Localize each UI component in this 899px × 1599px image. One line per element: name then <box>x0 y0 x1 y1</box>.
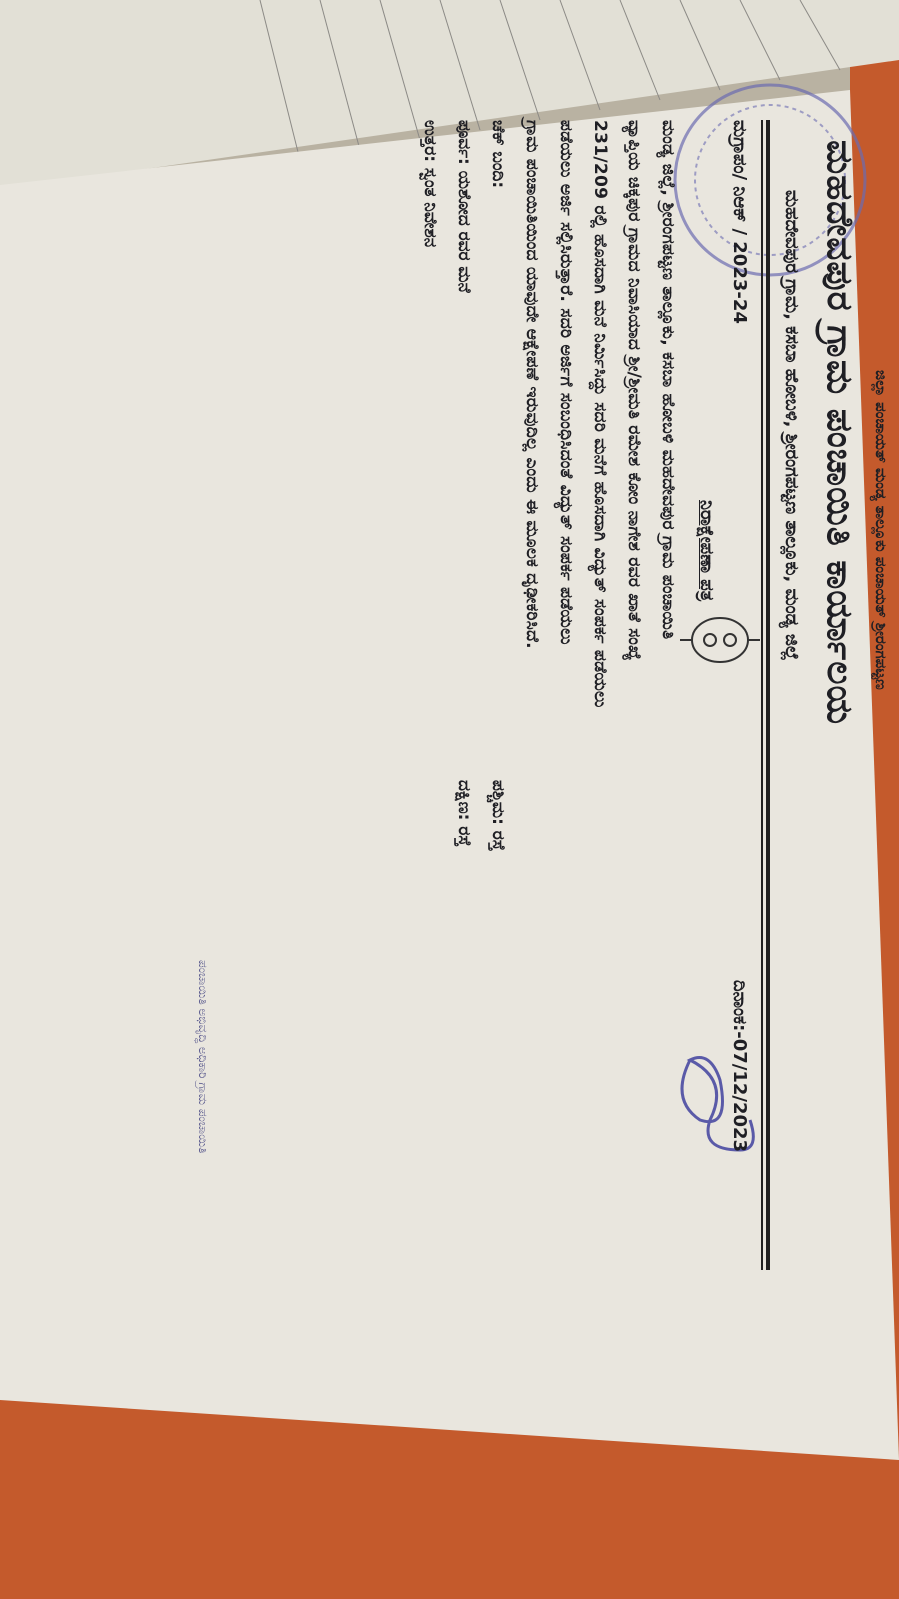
office-address: ಮಹದೇವಪುರ ಗ್ರಾಮ, ಕಸಬಾ ಹೋಬಳಿ, ಶ್ರೀರಂಗಪಟ್ಟಣ ತಾಲ್ಲೂಕು, ಮಂಡ್ಯ ಜಿಲ್ಲೆ <box>781 190 802 661</box>
body-line: ಗ್ರಾಮ ಪಂಚಾಯಿತಿಯಿಂದ ಯಾವುದೇ ಆಕ್ಷೇಪಣೆ ಇರುವುದಿಲ್ಲ ಎಂದು ಈ ಮೂಲಕ ದೃಢೀಕರಿಸಿದೆ. <box>522 120 542 649</box>
boundary-label: ಚೆಕ್ ಬಂದಿ: <box>488 120 508 189</box>
boundary-west: ಪಶ್ಚಿಮ: ರಸ್ತೆ <box>488 780 508 851</box>
office-title: ಮಹದೇವಪುರ ಗ್ರಾಮ ಪಂಚಾಯಿತಿ ಕಾರ್ಯಾಲಯ <box>819 140 860 726</box>
body-line: ವ್ಯಾಪ್ತಿಯ ಚಿಕ್ಕಪುರ ಗ್ರಾಮದ ನಿವಾಸಿಯಾದ ಶ್ರೀ/ಶ್ರೀಮತಿ ರಮೇಶ ಕೋಂ ನಾಗೇಶ ರವರ ಖಾತೆ ಸಂಖ್ಯೆ <box>624 120 644 661</box>
boundary-north: ಉತ್ತರ: ಸ್ವಂತ ನಿವೇಶನ <box>420 120 440 248</box>
boundary-east: ಪೂರ್ವ: ಯಶೋದ ರವರ ಮನೆ <box>454 120 474 293</box>
district-header: ಜಿಲ್ಲಾ ಪಂಚಾಯತ್ ಮಂಡ್ಯ ತಾಲ್ಲೂಕು ಪಂಚಾಯತ್ ಶ್ರೀರಂಗಪಟ್ಟಣ <box>872 370 890 690</box>
reference-number: ಮಗ್ರಾಪಂ/ ನಿಆಕ್ / 2023-24 <box>729 120 750 324</box>
document-body <box>180 80 899 1320</box>
header-rule <box>766 120 770 1270</box>
header-rule-thin <box>762 120 764 1270</box>
boundary-south: ದಕ್ಷಿಣ: ರಸ್ತೆ <box>454 780 474 847</box>
certificate-title: ನಿರಾಕ್ಷೇಪಣಾ ಪತ್ರ <box>696 500 717 602</box>
officer-stamp: ಪಂಚಾಯಿತಿ ಅಭಿವೃದ್ಧಿ ಅಧಿಕಾರಿ ಗ್ರಾಮ ಪಂಚಾಯಿತಿ <box>196 960 210 1154</box>
body-line: ಪಡೆಯಲು ಅರ್ಜಿ ಸಲ್ಲಿಸಿರುತ್ತಾರೆ. ಸದರಿ ಅರ್ಜಿಗೆ ಸಂಬಂಧಿಸಿದಂತೆ ವಿದ್ಯುತ್ ಸಂಪರ್ಕ ಪಡೆಯಲು <box>556 120 576 645</box>
document-date: ದಿನಾಂಕ:-07/12/2023 <box>729 980 750 1153</box>
body-line: ಮಂಡ್ಯ ಜಿಲ್ಲೆ, ಶ್ರೀರಂಗಪಟ್ಟಣ ತಾಲ್ಲೂಕು, ಕಸಬಾ ಹೋಬಳಿ ಮಹದೇವಪುರ ಗ್ರಾಮ ಪಂಚಾಯಿತಿ <box>658 120 678 640</box>
body-line: 231/209 ರಲ್ಲಿ ಹೊಸದಾಗಿ ಮನೆ ನಿರ್ಮಿಸಿದ್ದು ಸದರಿ ಮನೆಗೆ ಹೊಸದಾಗಿ ವಿದ್ಯುತ್ ಸಂಪರ್ಕ ಪಡೆಯಲು <box>590 120 610 708</box>
